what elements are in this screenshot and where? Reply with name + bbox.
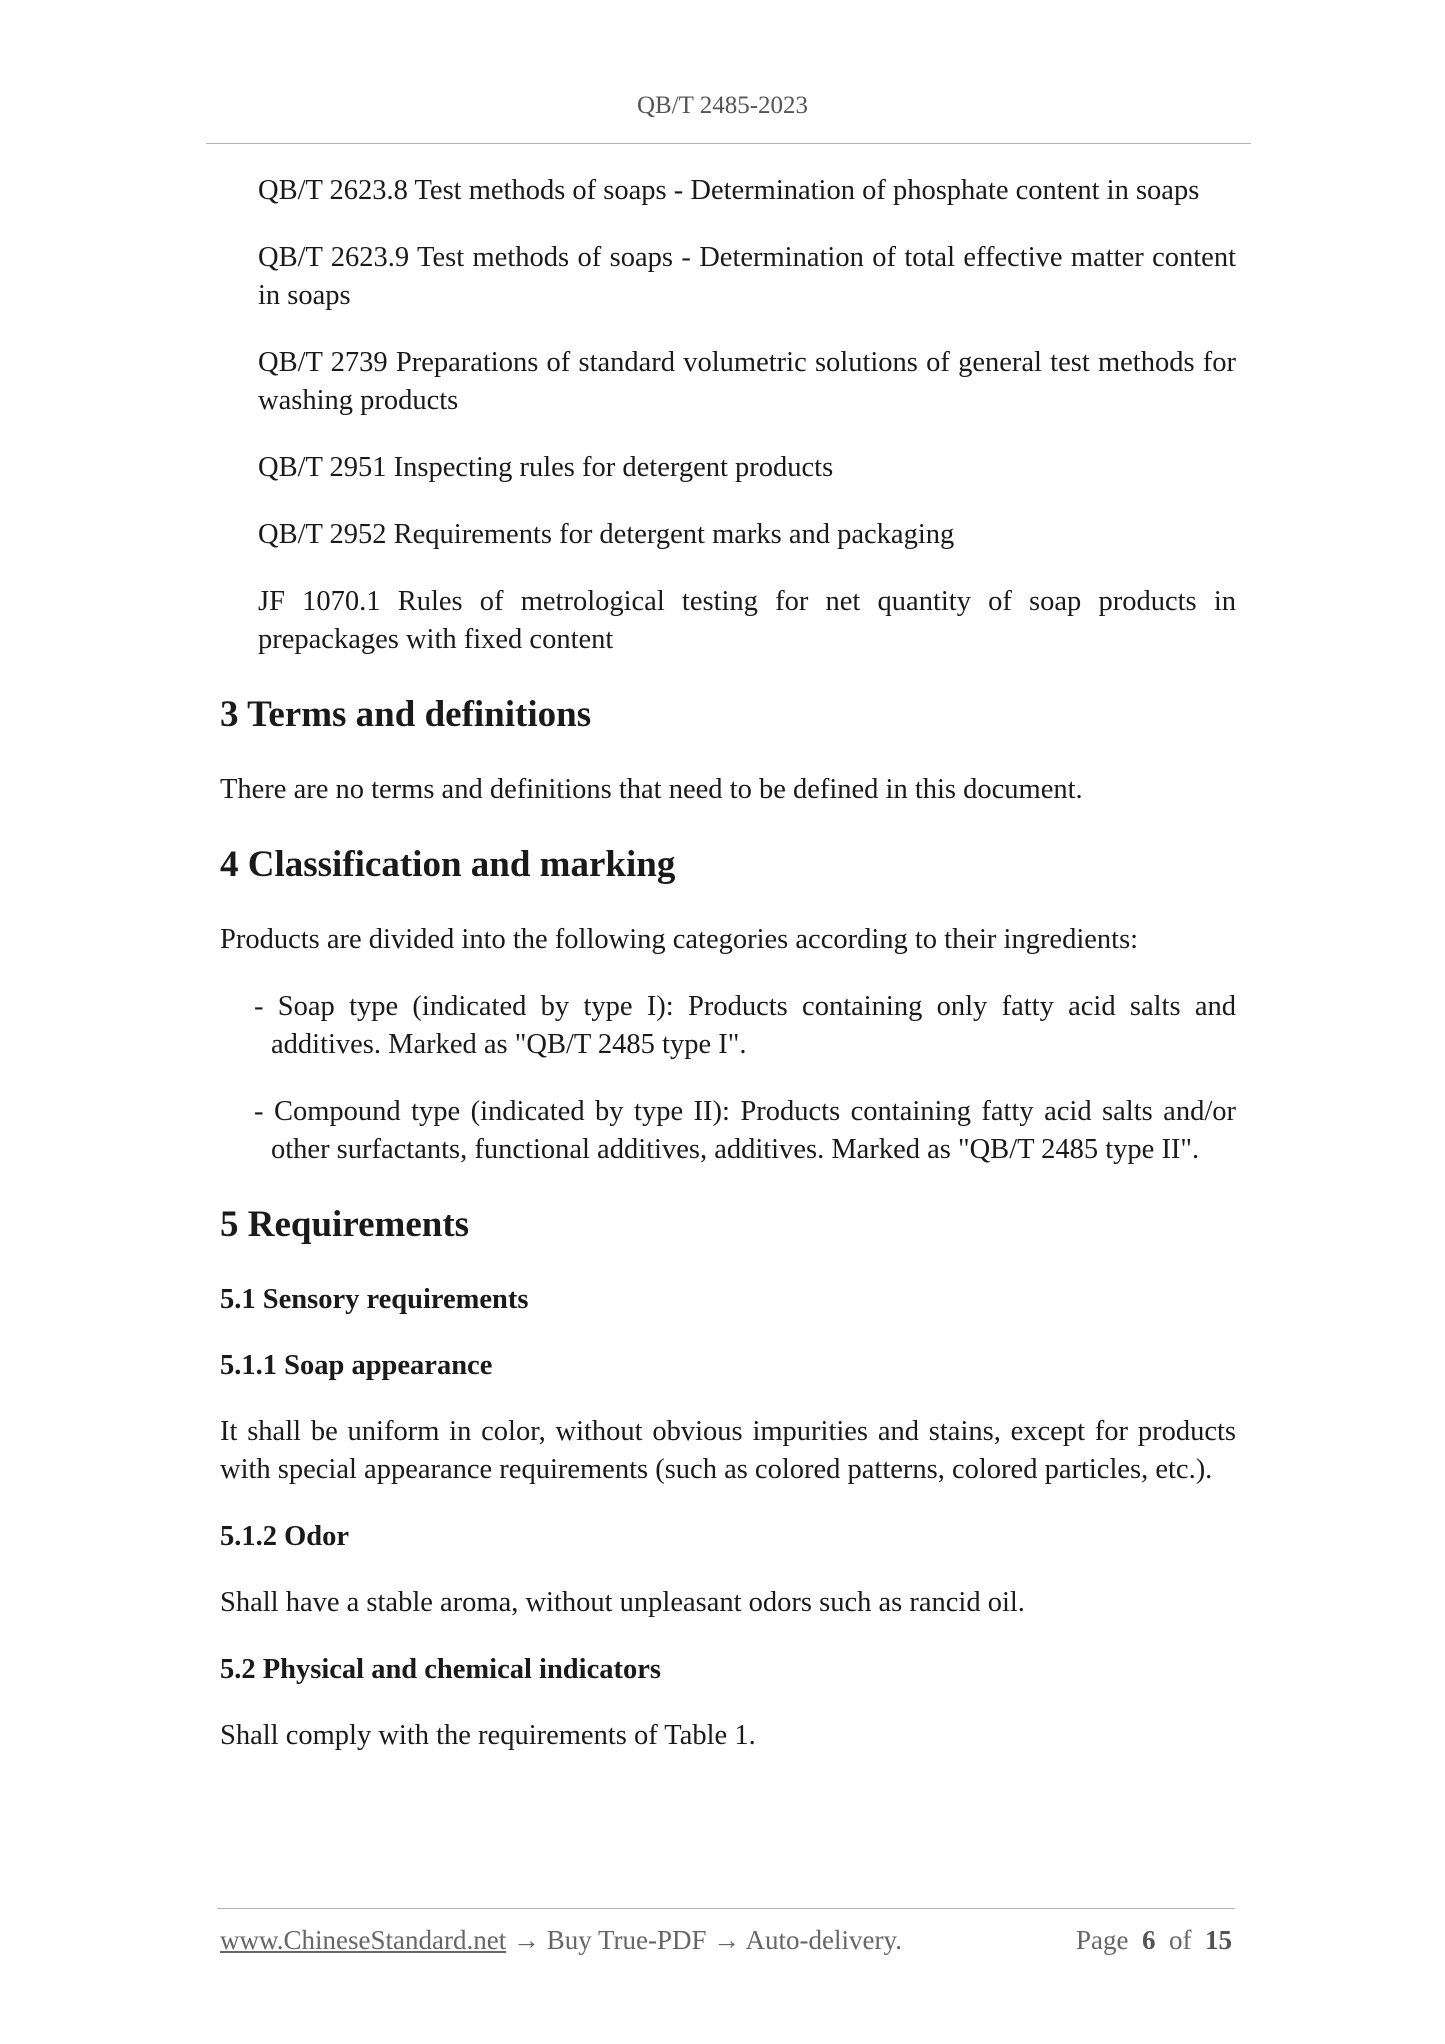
- subsection-5-1-2-text: Shall have a stable aroma, without unpleasant odors such as rancid oil.: [220, 1587, 1025, 1618]
- reference-item: JF 1070.1 Rules of metrological testing for net quantity of soap products in prepackages with fixed content: [258, 586, 1236, 655]
- page-header: QB/T 2485-2023: [636, 92, 809, 119]
- section-3-text: There are no terms and definitions that need to be defined in this document.: [220, 774, 1083, 805]
- section-4-intro: Products are divided into the following categories according to their ingredients:: [220, 924, 1139, 955]
- subsection-5-1-1-text: It shall be uniform in color, without obvious impurities and stains, except for products with special appearance requirements (such as colored patterns, colored particles, etc.).: [220, 1416, 1236, 1485]
- subsection-5-1-heading: 5.1 Sensory requirements: [220, 1284, 529, 1315]
- reference-item: QB/T 2623.8 Test methods of soaps - Determination of phosphate content in soaps: [258, 175, 1200, 206]
- footer-promo-text: → Buy True-PDF → Auto-delivery.: [506, 1925, 902, 1955]
- section-5-heading: 5 Requirements: [220, 1204, 470, 1245]
- category-item-type-2: - Compound type (indicated by type II): Products containing fatty acid salts and/or other surfactants, functional additives, additives. Marked as "QB/T 2485 type II".: [254, 1096, 1236, 1165]
- reference-item: QB/T 2623.9 Test methods of soaps - Determination of total effective matter content in soaps: [258, 242, 1236, 311]
- current-page: 6: [1142, 1925, 1156, 1955]
- section-4-heading: 4 Classification and marking: [220, 844, 676, 885]
- reference-item: QB/T 2951 Inspecting rules for detergent products: [258, 452, 834, 483]
- header-divider: [206, 143, 1251, 144]
- reference-item: QB/T 2952 Requirements for detergent marks and packaging: [258, 519, 955, 550]
- subsection-5-1-1-heading: 5.1.1 Soap appearance: [220, 1350, 493, 1381]
- category-item-type-1: - Soap type (indicated by type I): Products containing only fatty acid salts and additives. Marked as "QB/T 2485 type I".: [254, 991, 1236, 1060]
- subsection-5-1-2-heading: 5.1.2 Odor: [220, 1521, 350, 1552]
- section-3-heading: 3 Terms and definitions: [220, 694, 592, 735]
- reference-item: QB/T 2739 Preparations of standard volumetric solutions of general test methods for washing products: [258, 347, 1236, 416]
- subsection-5-2-text: Shall comply with the requirements of Table 1.: [220, 1720, 756, 1751]
- footer-promo: [220, 1925, 902, 1956]
- footer-divider: [217, 1908, 1235, 1909]
- website-link[interactable]: www.ChineseStandard.net: [220, 1925, 507, 1955]
- total-pages: 15: [1205, 1925, 1232, 1955]
- document-body: [220, 172, 1236, 1784]
- page-number: Page 6 of 15: [1076, 1925, 1232, 1955]
- subsection-5-2-heading: 5.2 Physical and chemical indicators: [220, 1654, 661, 1685]
